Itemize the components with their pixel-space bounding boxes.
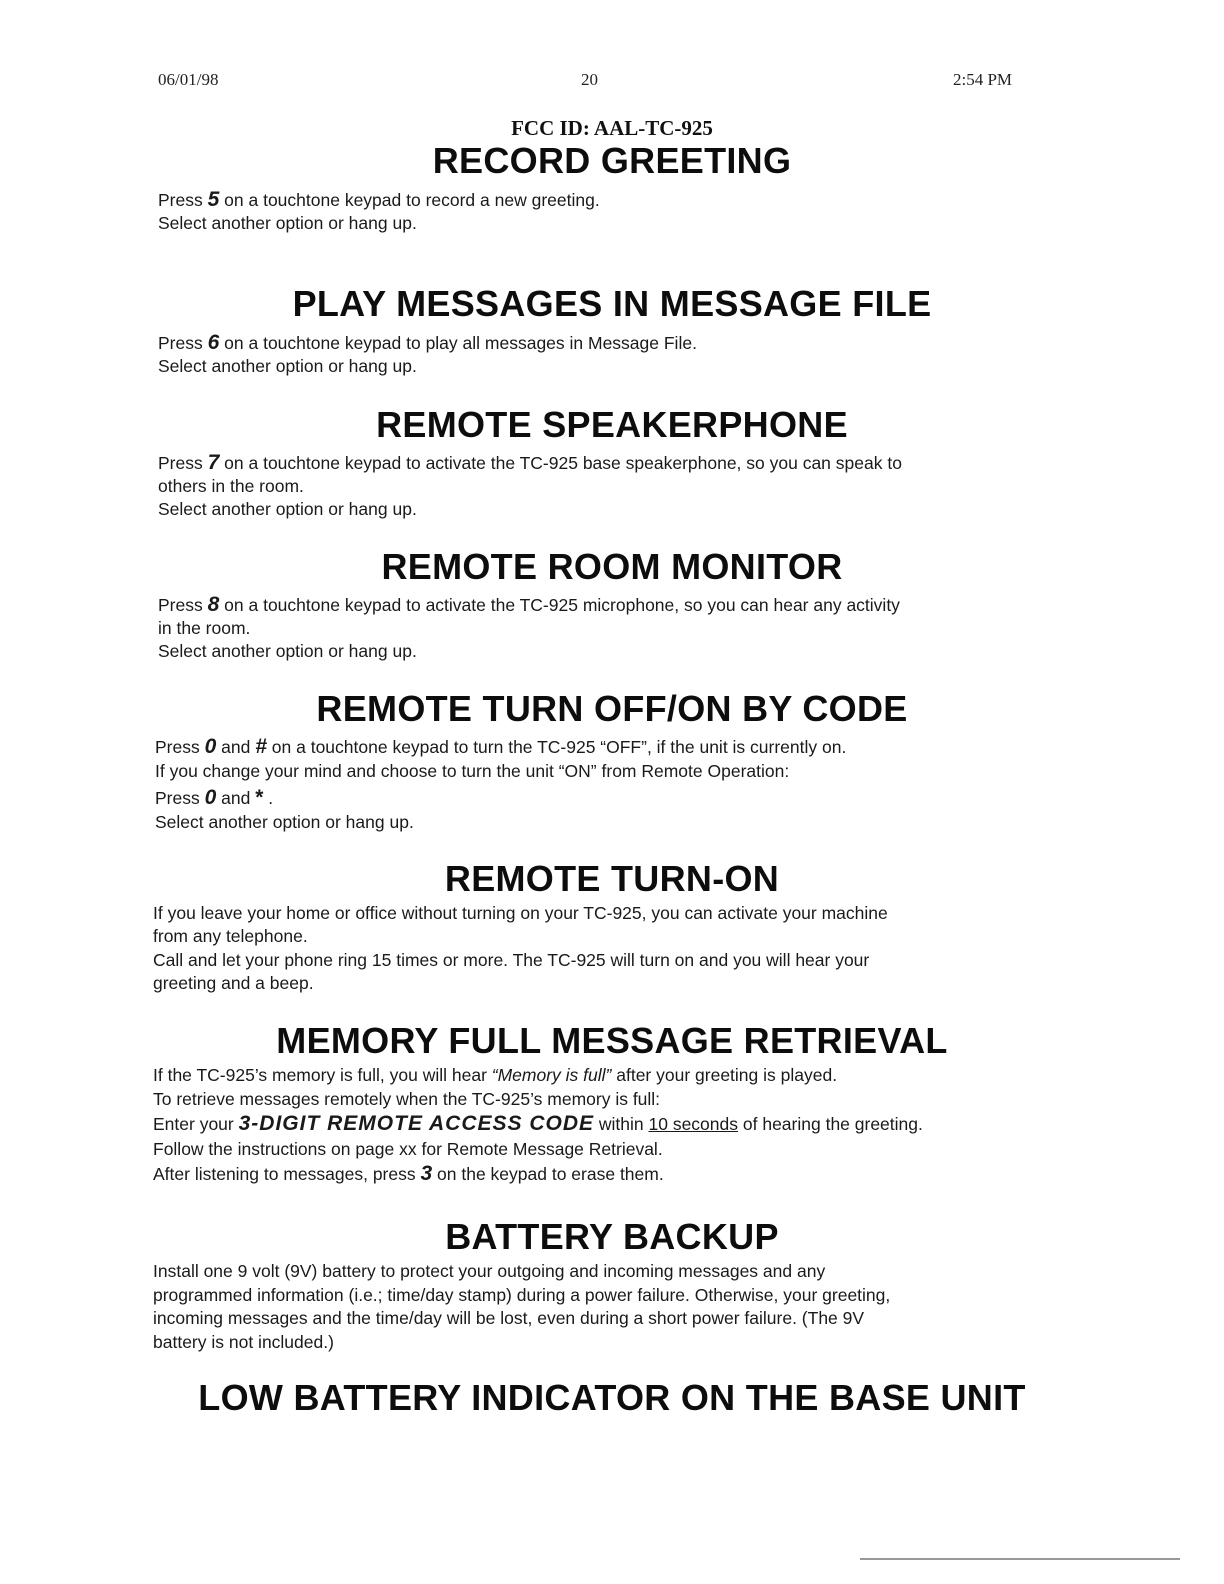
heading-battery-backup: BATTERY BACKUP <box>445 1216 779 1257</box>
battery-backup-line-2: programmed information (i.e.; time/day stamp) during a power failure. Otherwise, your greeting, <box>153 1285 891 1305</box>
battery-backup-line-3: incoming messages and the time/day will be lost, even during a short power failure. (The 9V <box>153 1308 865 1328</box>
play-messages-line-2: Select another option or hang up. <box>158 356 417 376</box>
memory-full-line-3: Enter your 3-DIGIT REMOTE ACCESS CODE within 10 seconds of hearing the greeting. <box>153 1112 923 1135</box>
key-0: 0 <box>204 786 217 809</box>
room-monitor-line-1: Press 8 on a touchtone keypad to activate the TC-925 microphone, so you can hear any activity <box>158 593 900 616</box>
memory-full-quote: “Memory is full” <box>491 1065 612 1085</box>
heading-record-greeting: RECORD GREETING <box>432 140 792 181</box>
memory-full-line-4: Follow the instructions on page xx for Remote Message Retrieval. <box>153 1139 663 1159</box>
ten-seconds-underlined: 10 seconds <box>648 1114 739 1134</box>
speakerphone-line-1: Press 7 on a touchtone keypad to activate the TC-925 base speakerphone, so you can speak to <box>158 451 902 474</box>
remote-access-code-label: 3-DIGIT REMOTE ACCESS CODE <box>238 1112 595 1135</box>
heading-remote-turn-off-on: REMOTE TURN OFF/ON BY CODE <box>316 688 908 729</box>
heading-remote-speakerphone: REMOTE SPEAKERPHONE <box>376 404 848 445</box>
turn-off-on-line-4: Select another option or hang up. <box>155 812 414 832</box>
heading-remote-room-monitor: REMOTE ROOM MONITOR <box>381 546 843 587</box>
key-8: 8 <box>207 593 220 616</box>
room-monitor-line-2: in the room. <box>158 618 251 638</box>
battery-backup-line-1: Install one 9 volt (9V) battery to protect your outgoing and incoming messages and any <box>153 1261 826 1281</box>
memory-full-line-5: After listening to messages, press 3 on the keypad to erase them. <box>153 1162 664 1185</box>
speakerphone-line-2: others in the room. <box>158 476 304 496</box>
key-hash: # <box>255 735 267 758</box>
turn-on-line-4: greeting and a beep. <box>153 973 314 993</box>
memory-full-line-1: If the TC-925’s memory is full, you will hear “Memory is full” after your greeting is played. <box>153 1065 838 1085</box>
memory-full-line-2: To retrieve messages remotely when the TC-925’s memory is full: <box>153 1089 661 1109</box>
scan-artifact-line <box>860 1558 1180 1560</box>
room-monitor-line-3: Select another option or hang up. <box>158 641 417 661</box>
key-star: * <box>255 786 264 809</box>
play-messages-line-1: Press 6 on a touchtone keypad to play all messages in Message File. <box>158 331 697 354</box>
heading-memory-full: MEMORY FULL MESSAGE RETRIEVAL <box>276 1020 948 1061</box>
heading-play-messages: PLAY MESSAGES IN MESSAGE FILE <box>292 283 932 324</box>
key-6: 6 <box>207 331 220 354</box>
turn-on-line-2: from any telephone. <box>153 926 308 946</box>
heading-low-battery-indicator: LOW BATTERY INDICATOR ON THE BASE UNIT <box>198 1377 1026 1418</box>
record-greeting-line-1: Press 5 on a touchtone keypad to record a new greeting. <box>158 188 600 211</box>
key-7: 7 <box>207 451 220 474</box>
turn-off-on-line-1: Press 0 and # on a touchtone keypad to turn the TC-925 “OFF”, if the unit is currently on. <box>155 735 847 758</box>
heading-remote-turn-on: REMOTE TURN-ON <box>444 858 780 899</box>
header-time: 2:54 PM <box>953 70 1013 89</box>
turn-off-on-line-3: Press 0 and * . <box>155 786 274 809</box>
speakerphone-line-3: Select another option or hang up. <box>158 499 417 519</box>
key-5: 5 <box>207 188 220 211</box>
turn-on-line-1: If you leave your home or office without turning on your TC-925, you can activate your machine <box>153 903 888 923</box>
header-page-number: 20 <box>581 70 598 89</box>
key-3: 3 <box>420 1162 433 1185</box>
turn-on-line-3: Call and let your phone ring 15 times or more. The TC-925 will turn on and you will hear your <box>153 950 870 970</box>
turn-off-on-line-2: If you change your mind and choose to turn the unit “ON” from Remote Operation: <box>155 761 790 781</box>
header-date: 06/01/98 <box>158 70 219 89</box>
record-greeting-line-2: Select another option or hang up. <box>158 213 417 233</box>
battery-backup-line-4: battery is not included.) <box>153 1332 334 1352</box>
key-0: 0 <box>204 735 217 758</box>
fcc-id: FCC ID: AAL-TC-925 <box>511 116 713 140</box>
